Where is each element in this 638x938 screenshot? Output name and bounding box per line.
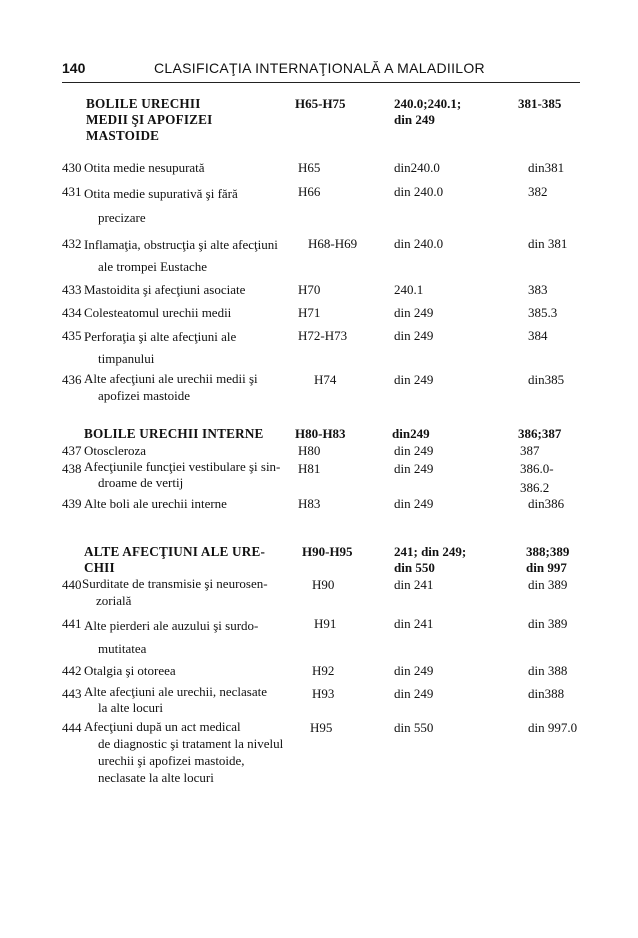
section-icd9: 241; din 249; din 550 bbox=[394, 544, 467, 575]
section-icd9: 240.0;240.1; din 249 bbox=[394, 96, 462, 127]
page-header bbox=[62, 60, 578, 82]
header-rule bbox=[62, 82, 580, 83]
section-icd9: din249 bbox=[392, 426, 430, 441]
section-title: BOLILE URECHII INTERNE bbox=[84, 426, 264, 441]
section-icd8: 381-385 bbox=[518, 96, 562, 111]
section-code: H80-H83 bbox=[295, 426, 346, 441]
running-title: CLASIFICAŢIA INTERNAŢIONALĂ A MALADIILOR bbox=[154, 60, 485, 76]
section-code: H65-H75 bbox=[295, 96, 346, 111]
page-number: 140 bbox=[62, 60, 86, 76]
section-title: ALTE AFECŢIUNI ALE URE- CHII bbox=[84, 544, 266, 575]
section-code: H90-H95 bbox=[302, 544, 353, 559]
section-icd8: 388;389 din 997 bbox=[526, 544, 570, 575]
section-title: BOLILE URECHII MEDII ŞI APOFIZEI MASTOIDE bbox=[86, 96, 213, 143]
section-icd8: 386;387 bbox=[518, 426, 562, 441]
document-page: 140 CLASIFICAŢIA INTERNAŢIONALĂ A MALADIILOR BOLILE URECHII MEDII ŞI APOFIZEI MASTOIDE H65-H75 240.0;240.1; din 249 381-385 430 Otita medie nesupurată H65 din240.0 din381 431 Otita medie supurativă şi fără precizare H66 din 240.0 382 432 Inflamaţia, obstrucţia şi alte afecţiuni ale trompei Eustache H68-H69 din 240.0 din 381 433 Mastoidita şi afecţiuni asociate H70 240.1 383 434 Colesteatomul urechii medii H71 din 249 385.3 435 Perforaţia şi alte afecţiuni ale timpanului H72-H73 din 249 384 436 Alte afecţiuni ale urechii medii şi apofizei mastoide H74 din 249 din385 BOLILE URECHII INTERNE H80-H83 din249 386;387 437 Otoscleroza H80 din 249 387 438 Afecţiunile funcţiei vestibulare şi sin- droame de vertij H81 din 249 386.0-386.2 439 Alte boli ale urechii interne H83 din 249 din386 ALTE AFECŢIUNI ALE URE- CHII H90-H95 241; din 249; din 550 388;389 din 997 440 Surditate de transmisie şi neurosen- zorială H90 din 241 din 389 441 Alte pierderi ale auzului şi surdo- mutitatea H91 din 241 din 389 442 Otalgia şi otoreea H92 din 249 din 388 443 Alte afecţiuni ale urechii, neclasate la alte locuri H93 din 249 din388 444 Afecţiuni după un act medical de diagnostic şi tratament la nivelul urechii şi apofizei mastoide, neclasate la alte locuri H95 din 550 din 997.0 bbox=[0, 0, 638, 938]
